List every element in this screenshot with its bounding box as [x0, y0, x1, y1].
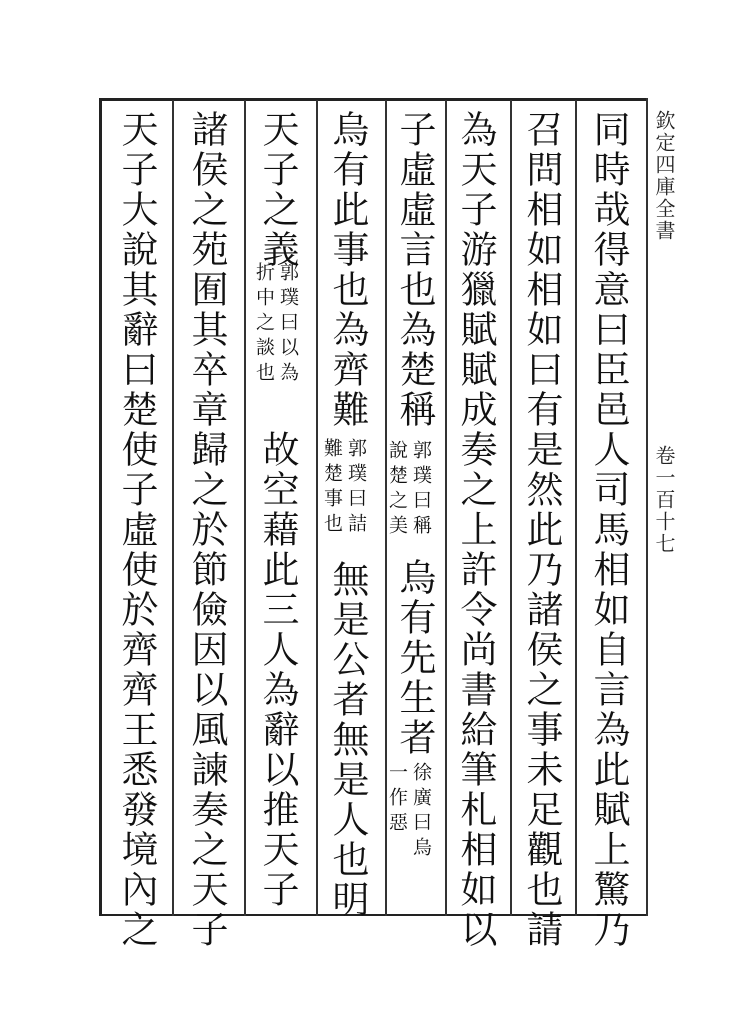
- text-column-7: 諸侯之苑囿其卒章歸之於節儉因以風諫奏之天子: [185, 110, 228, 950]
- text-column-1: 同時哉得意曰臣邑人司馬相如自言為此賦上驚乃: [587, 110, 630, 950]
- text-column-8: 天子大說其辭曰楚使子虛使於齊齊王悉發境內之: [115, 110, 158, 950]
- text-column-6-a: 天子之義: [256, 110, 299, 270]
- text-column-6-b: 故空藉此三人為辭以推天子: [256, 430, 299, 910]
- annotation: 徐廣曰烏: [410, 762, 432, 862]
- annotation: 郭璞曰以為: [277, 262, 299, 387]
- book-title: 欽定四庫全書: [652, 110, 676, 242]
- text-column-5-b: 無是公者無是人也明: [326, 560, 369, 920]
- annotation: 折中之談也: [253, 262, 275, 387]
- annotation: 說楚之美: [386, 440, 408, 540]
- column-rule: [445, 100, 447, 916]
- text-column-2: 召問相如相如曰有是然此乃諸侯之事未足觀也請: [520, 110, 563, 950]
- annotation: 一作惡: [386, 762, 408, 837]
- text-column-4-a: 子虛虛言也為楚稱: [393, 110, 436, 430]
- page-border: [99, 98, 647, 950]
- text-column-4-b: 烏有先生者: [393, 558, 436, 758]
- column-rule: [316, 100, 318, 916]
- margin-rule: [646, 98, 648, 916]
- column-rule: [575, 100, 577, 916]
- column-rule: [244, 100, 246, 916]
- column-rule: [172, 100, 174, 916]
- annotation: 難楚事也: [321, 438, 343, 538]
- text-column-5-a: 烏有此事也為齊難: [326, 110, 369, 430]
- column-rule: [510, 100, 512, 916]
- annotation: 郭璞曰詰: [345, 438, 367, 538]
- volume-number: 卷一百十七: [652, 445, 676, 555]
- text-column-3: 為天子游獵賦賦成奏之上許令尚書給筆札相如以: [454, 110, 497, 950]
- annotation: 郭璞曰稱: [410, 440, 432, 540]
